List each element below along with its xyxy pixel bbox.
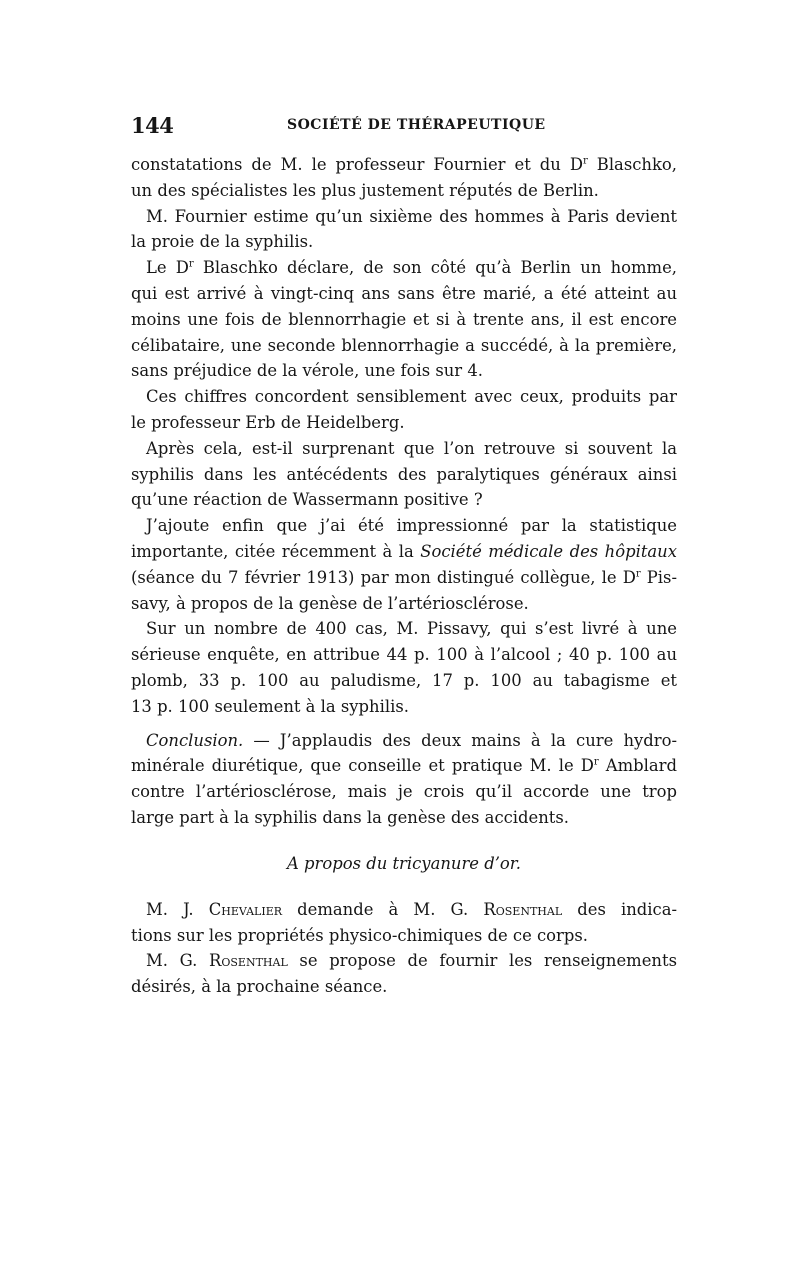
text-line: moins une fois de blennorrhagie et si à trente ans, il est encore	[131, 309, 677, 329]
conclusion-label: Conclusion.	[146, 730, 244, 750]
text-line: importante, citée récemment à la Société médicale des hôpitaux	[131, 541, 677, 561]
text-line: 13 p. 100 seulement à la syphilis.	[131, 696, 409, 716]
text-line: un des spécialistes les plus justement réputés de Berlin.	[131, 180, 599, 200]
text-line: tions sur les propriétés physico-chimiques de ce corps.	[131, 925, 588, 945]
text-line: Après cela, est-il surprenant que l’on retrouve si souvent la	[146, 438, 677, 458]
text-line: M. J. Chevalier demande à M. G. Rosenthal des indica-	[146, 899, 677, 919]
text-line: qui est arrivé à vingt-cinq ans sans être marié, a été atteint au	[131, 283, 677, 303]
text-line: plomb, 33 p. 100 au paludisme, 17 p. 100 au tabagisme et	[131, 670, 677, 690]
text-line: savy, à propos de la genèse de l’artériosclérose.	[131, 593, 529, 613]
text-line: célibataire, une seconde blennorrhagie a succédé, à la première,	[131, 335, 677, 355]
text-line: qu’une réaction de Wassermann positive ?	[131, 490, 483, 510]
page-number: 144	[131, 113, 174, 138]
text-line: M. Fournier estime qu’un sixième des hommes à Paris devient	[146, 206, 677, 226]
text-line: Conclusion. — J’applaudis des deux mains à la cure hydro-	[146, 730, 677, 750]
text-line: large part à la syphilis dans la genèse des accidents.	[131, 807, 570, 827]
section-gap	[131, 877, 677, 897]
text-line: M. G. Rosenthal se propose de fournir les renseignements	[146, 951, 677, 971]
text-line: Ces chiffres concordent sensiblement avec ceux, produits par	[146, 387, 677, 407]
journal-title: Société médicale des hôpitaux	[420, 541, 677, 561]
text-line: désirés, à la prochaine séance.	[131, 977, 388, 997]
text-line: Le $D^r$ Blaschko déclare, de son côté qu’à Berlin un homme,	[146, 258, 677, 278]
text-line: (séance du 7 février 1913) par mon distingué collègue, le $D^r$ Pis-	[131, 567, 677, 587]
text-line: sérieuse enquête, en attribue 44 p. 100 à l’alcool ; 40 p. 100 au	[131, 645, 677, 665]
body-text	[131, 152, 677, 1000]
page-header	[131, 113, 677, 139]
text-line: sans préjudice de la vérole, une fois sur 4.	[131, 361, 483, 381]
text-line: Sur un nombre de 400 cas, M. Pissavy, qui s’est livré à une	[146, 619, 677, 639]
text-line: constatations de M. le professeur Fournier et du $D^r$ Blaschko,	[131, 155, 677, 174]
running-title: SOCIÉTÉ DE THÉRAPEUTIQUE	[287, 117, 546, 133]
section-heading: A propos du tricyanure d’or.	[286, 853, 522, 873]
text-line: syphilis dans les antécédents des paralytiques généraux ainsi	[131, 464, 677, 484]
section-gap	[131, 831, 677, 851]
text-line: minérale diurétique, que conseille et pratique M. le $D^r$ Amblard	[131, 756, 677, 776]
paragraph-gap	[131, 720, 677, 728]
text-line: le professeur Erb de Heidelberg.	[131, 412, 405, 432]
text-line: contre l’artériosclérose, mais je crois qu’il accorde une trop	[131, 782, 677, 802]
text-line: la proie de la syphilis.	[131, 232, 314, 252]
text-line: J’ajoute enfin que j’ai été impressionné par la statistique	[146, 516, 677, 536]
